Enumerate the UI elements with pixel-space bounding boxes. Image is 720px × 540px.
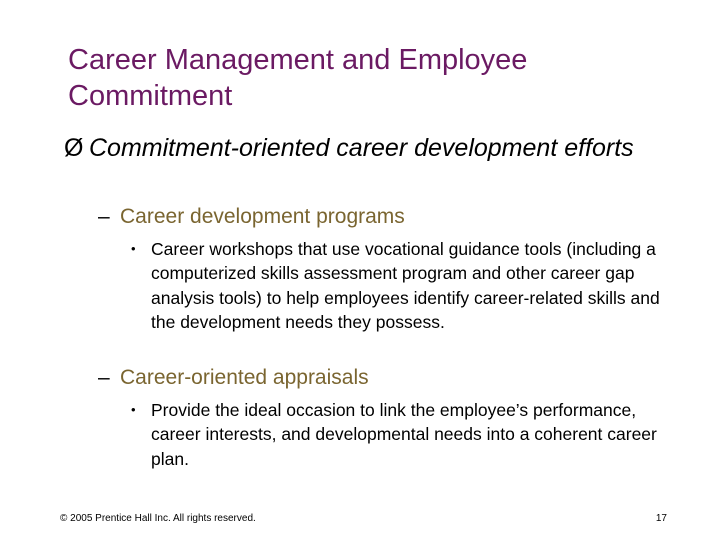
dash-bullet-icon: – xyxy=(98,366,110,389)
footer-copyright: © 2005 Prentice Hall Inc. All rights reserved. xyxy=(60,513,256,524)
detail-bullet-text: Career workshops that use vocational guidance tools (including a computerized skills assessment program and other career gap analysis tools) to help employees identify career-related skills and the development needs they possess. xyxy=(151,239,660,332)
sub-bullet-text: Career-oriented appraisals xyxy=(120,366,369,389)
sub-bullet-career-development-programs xyxy=(98,204,678,230)
detail-bullet-text: Provide the ideal occasion to link the employee’s performance, career interests, and developmental needs into a coherent career plan. xyxy=(151,400,657,469)
arrow-bullet-icon: Ø xyxy=(64,134,84,162)
main-bullet-text: Commitment-oriented career development efforts xyxy=(89,134,634,162)
sub-bullet-text: Career development programs xyxy=(120,205,405,228)
dash-bullet-icon: – xyxy=(98,205,110,228)
detail-bullet-appraisals xyxy=(131,398,671,471)
slide-title: Career Management and Employee Commitment xyxy=(68,44,528,112)
sub-bullet-career-oriented-appraisals xyxy=(98,365,678,391)
page-number: 17 xyxy=(655,513,667,524)
dot-bullet-icon: • xyxy=(131,241,136,256)
detail-bullet-workshops xyxy=(131,237,671,334)
dot-bullet-icon: • xyxy=(131,402,136,417)
main-bullet xyxy=(64,132,664,164)
